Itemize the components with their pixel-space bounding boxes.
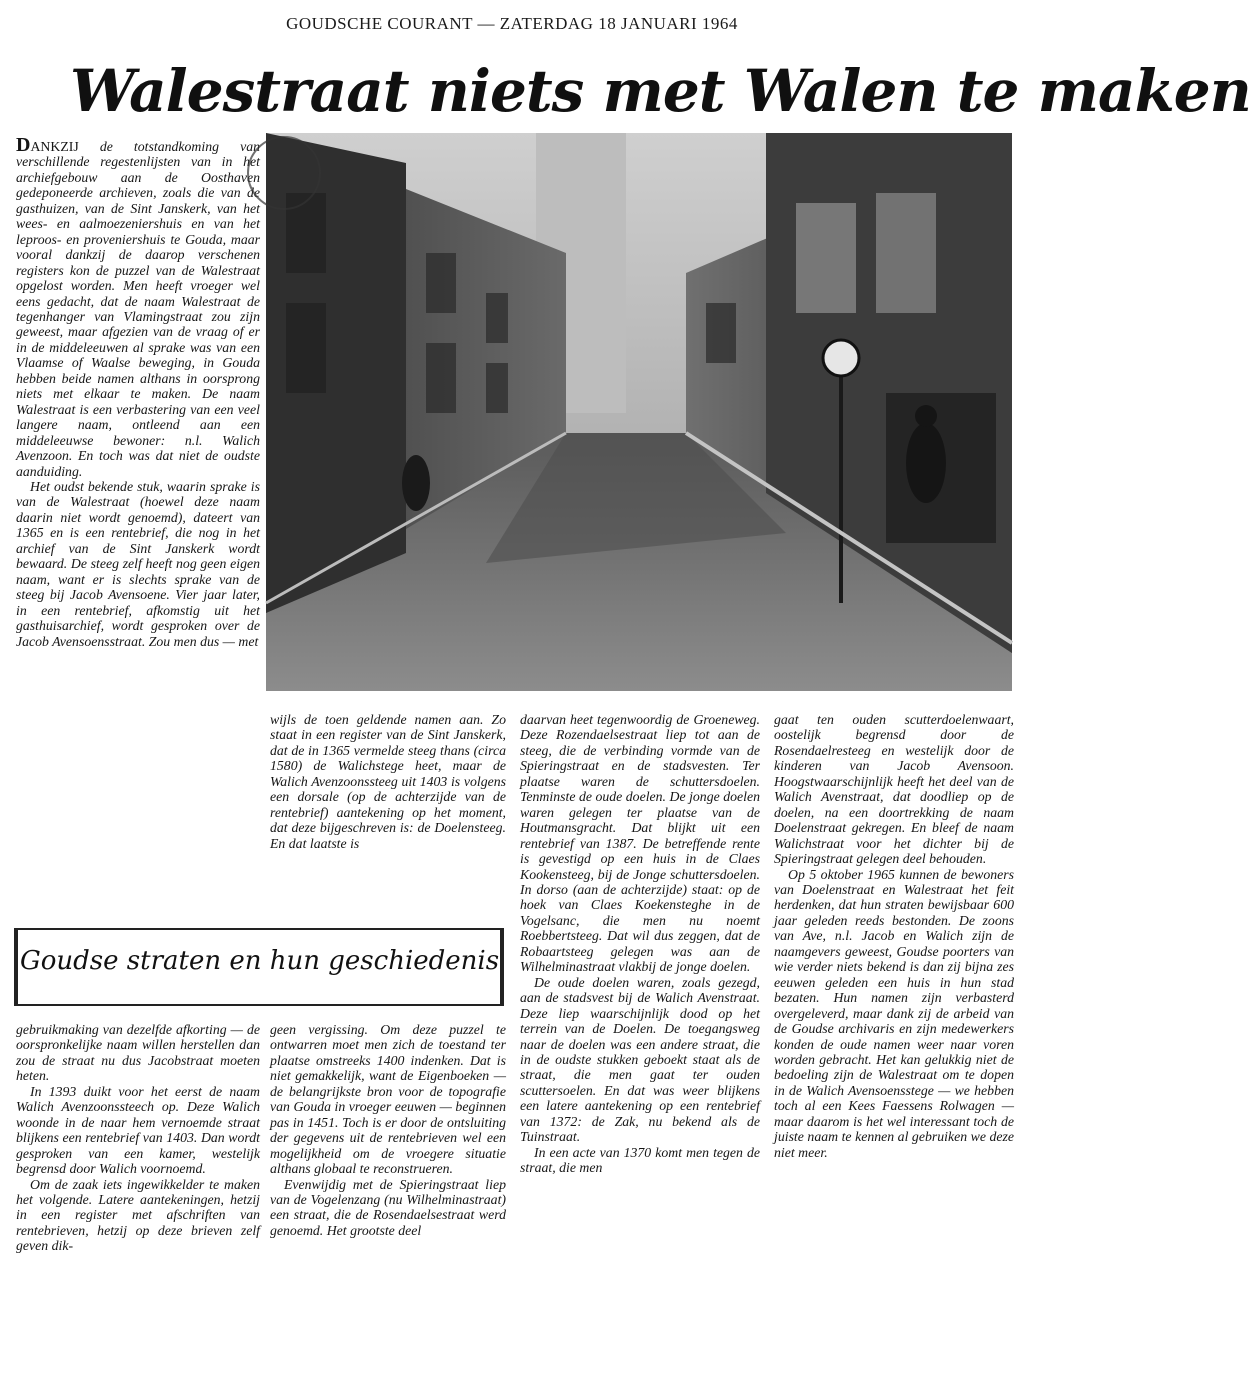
article-column-1-top	[16, 134, 260, 912]
paragraph: Evenwijdig met de Spieringstraat liep van de Vogelenzang (nu Wilhelminastraat) een straat, die de Rosendaelsestraat werd genoemd. Het grootste deel	[270, 1176, 506, 1238]
article-column-2-top	[270, 712, 506, 912]
intro-paragraph	[16, 134, 260, 479]
drop-cap: D	[16, 134, 31, 156]
paragraph: geen vergissing. Om deze puzzel te ontwarren moet men zich de toestand ter plaatse omstreeks 1400 indenken. Dat is niet gemakkelijk, want de Eigenboeken — de belangrijkste bron voor de topografie van Gouda in vroeger eeuwen — beginnen pas in 1451. Toch is er door de ontsluiting der gegevens uit de rentebrieven wel een mogelijkheid om de vroegere situatie althans globaal te reconstrueren.	[270, 1022, 506, 1177]
paragraph: Om de zaak iets ingewikkelder te maken het volgende. Latere aantekeningen, hetzij in een register met afschriften van rentebrieven, hetzij op deze brieven zelf geven dik-	[16, 1176, 260, 1254]
headline: Walestraat niets met Walen te maken	[70, 57, 1251, 125]
article-column-3	[520, 712, 760, 1372]
paragraph: In een acte van 1370 komt men tegen de straat, die men	[520, 1144, 760, 1176]
paragraph: gebruikmaking van dezelfde afkorting — de oorspronkelijke naam willen herstellen dan zou de straat nu dus Jacobstraat moeten heten.	[16, 1022, 260, 1084]
paragraph: Op 5 oktober 1965 kunnen de bewoners van Doelenstraat en Walestraat het feit herdenken, dat hun straten bewijsbaar 600 jaar geleden reeds bestonden. De zoons van Ave, n.l. Jacob en Walich zijn de naamgevers geweest, Goudse poorters van wie verder niets bekend is dan zij bijna zes eeuwen geleden een huis in hun stad bezaten. Hun namen zijn verbasterd overgeleverd, maar dank zij de arbeid van de Goudse archivaris en zijn medewerkers konden de oude namen weer naar voren worden gebracht. Het kan gelukkig niet de bedoeling zijn de Walestraat om te dopen in de Walich Avensoensstege — we hebben toch al een Kees Faessens Rolwagen — maar daarom is het wel interessant toch de juiste naam te kennen al gebruiken we deze niet meer.	[774, 866, 1014, 1160]
article-column-4	[774, 712, 1014, 1372]
paragraph: gaat ten ouden scutterdoelenwaart, oostelijk begrensd door de Rosendaelresteeg en westelijk door de kinderen van Jacob Avensoon. Hoogstwaarschijnlijk heeft het deel van de Walich Avenstraat, dat doodliep op de doelen, na een doortrekking de naam Doelenstraat gekregen. En bleef de naam Walichstraat voor het dichter bij de Spieringstraat gelegen deel behouden.	[774, 712, 1014, 867]
paragraph: In 1393 duikt voor het eerst de naam Walich Avenzoonssteech op. Deze Walich woonde in de naar hem vernoemde straat blijkens een rentebrief van 1403. Dan wordt gesproken van een kamer, westelijk begrensd door Walich voornoemd.	[16, 1083, 260, 1177]
masthead: GOUDSCHE COURANT — ZATERDAG 18 JANUARI 1964	[286, 14, 738, 33]
article-column-2-bottom	[270, 1022, 506, 1374]
paragraph: De oude doelen waren, zoals gezegd, aan de stadsvest bij de Walich Avenstraat. Deze liep waarschijnlijk dood op het terrein van de Doelen. De toegangsweg naar de doelen was een andere straat, die in de oudste stukken geboekt staat als de straat, die men gaat ter ouden scuttersoelen. En dat was weer blijkens een latere aantekening op een rentebrief van 1372: de Zak, nu bekend als de Tuinstraat.	[520, 974, 760, 1145]
street-photo	[266, 133, 1012, 691]
series-box-title: Goudse straten en hun geschiedenis	[20, 946, 500, 976]
article-column-1-bottom	[16, 1022, 260, 1374]
paragraph: daarvan heet tegenwoordig de Groeneweg. Deze Rozendaelsestraat liep tot aan de steeg, die de verbinding vormde van de Spieringstraat en de stadsvesten. Ter plaatse waren de schuttersdoelen. Tenminste de oude doelen. De jonge doelen waren gelegen ter plaatse van de Houtmansgracht. Dat blijkt uit een rentebrief van 1387. De betreffende rente is gevestigd op een huis in de Claes Kookensteeg, bij de Jonge schuttersdoelen. In dorso (aan de achterzijde) staat: op de hoek van Claes Koekensteghe in de Vogelsanc, die men nu noemt Roebbertsteeg. Dat wil dus zeggen, dat de Robaartsteeg gelegen was aan de Wilhelminastraat vlakbij de jonge doelen.	[520, 712, 760, 975]
intro-text: de totstandkoming van verschillende regestenlijsten van in het archiefgebouw aan de Oosthaven gedeponeerde archieven, zoals die van de gasthuizen, van de Sint Janskerk, van het wees- en aalmoezeniershuis en van het leproos- en proveniershuis te Gouda, maar vooral dankzij de daarop verschenen registers kon de puzzel van de Walestraat opgelost worden. Men heeft vroeger wel eens gedacht, dat de naam Walestraat de tegenhanger van Vlamingstraat zou zijn geweest, maar afgezien van de vraag of er in de middeleeuwen al sprake was van een Vlaamse of Waalse beweging, in Gouda hebben beide namen althans in oorsprong niets met elkaar te maken. De naam Walestraat is een verbastering van een veel langere naam, ontleend aan een middeleeuwse bewoner: n.l. Walich Avenzoon. En toch was dat niet de oudste aanduiding.	[16, 139, 260, 479]
paragraph: Het oudst bekende stuk, waarin sprake is van de Walestraat (hoewel deze naam daarin niet wordt genoemd), dateert van 1365 en is een rentebrief, die nog in het archief van de Sint Janskerk wordt bewaard. De steeg zelf heeft nog geen eigen naam, want er is slechts sprake van de steeg bij Jacob Avensoene. Vier jaar later, in een rentebrief, afkomstig uit het gasthuisarchief, wordt gesproken over de Jacob Avensoensstraat. Zou men dus — met	[16, 478, 260, 649]
intro-first-word: ANKZIJ	[30, 139, 79, 154]
paragraph: wijls de toen geldende namen aan. Zo staat in een register van de Sint Janskerk, dat de in 1365 vermelde steeg thans (circa 1580) de Walichstege heet, maar de Walich Avenzoonssteeg uit 1403 is volgens een dorsale (op de achterzijde van de rentebrief) aantekening op het moment, dat deze bijgeschreven is: de Doelensteeg. En dat laatste is	[270, 712, 506, 851]
